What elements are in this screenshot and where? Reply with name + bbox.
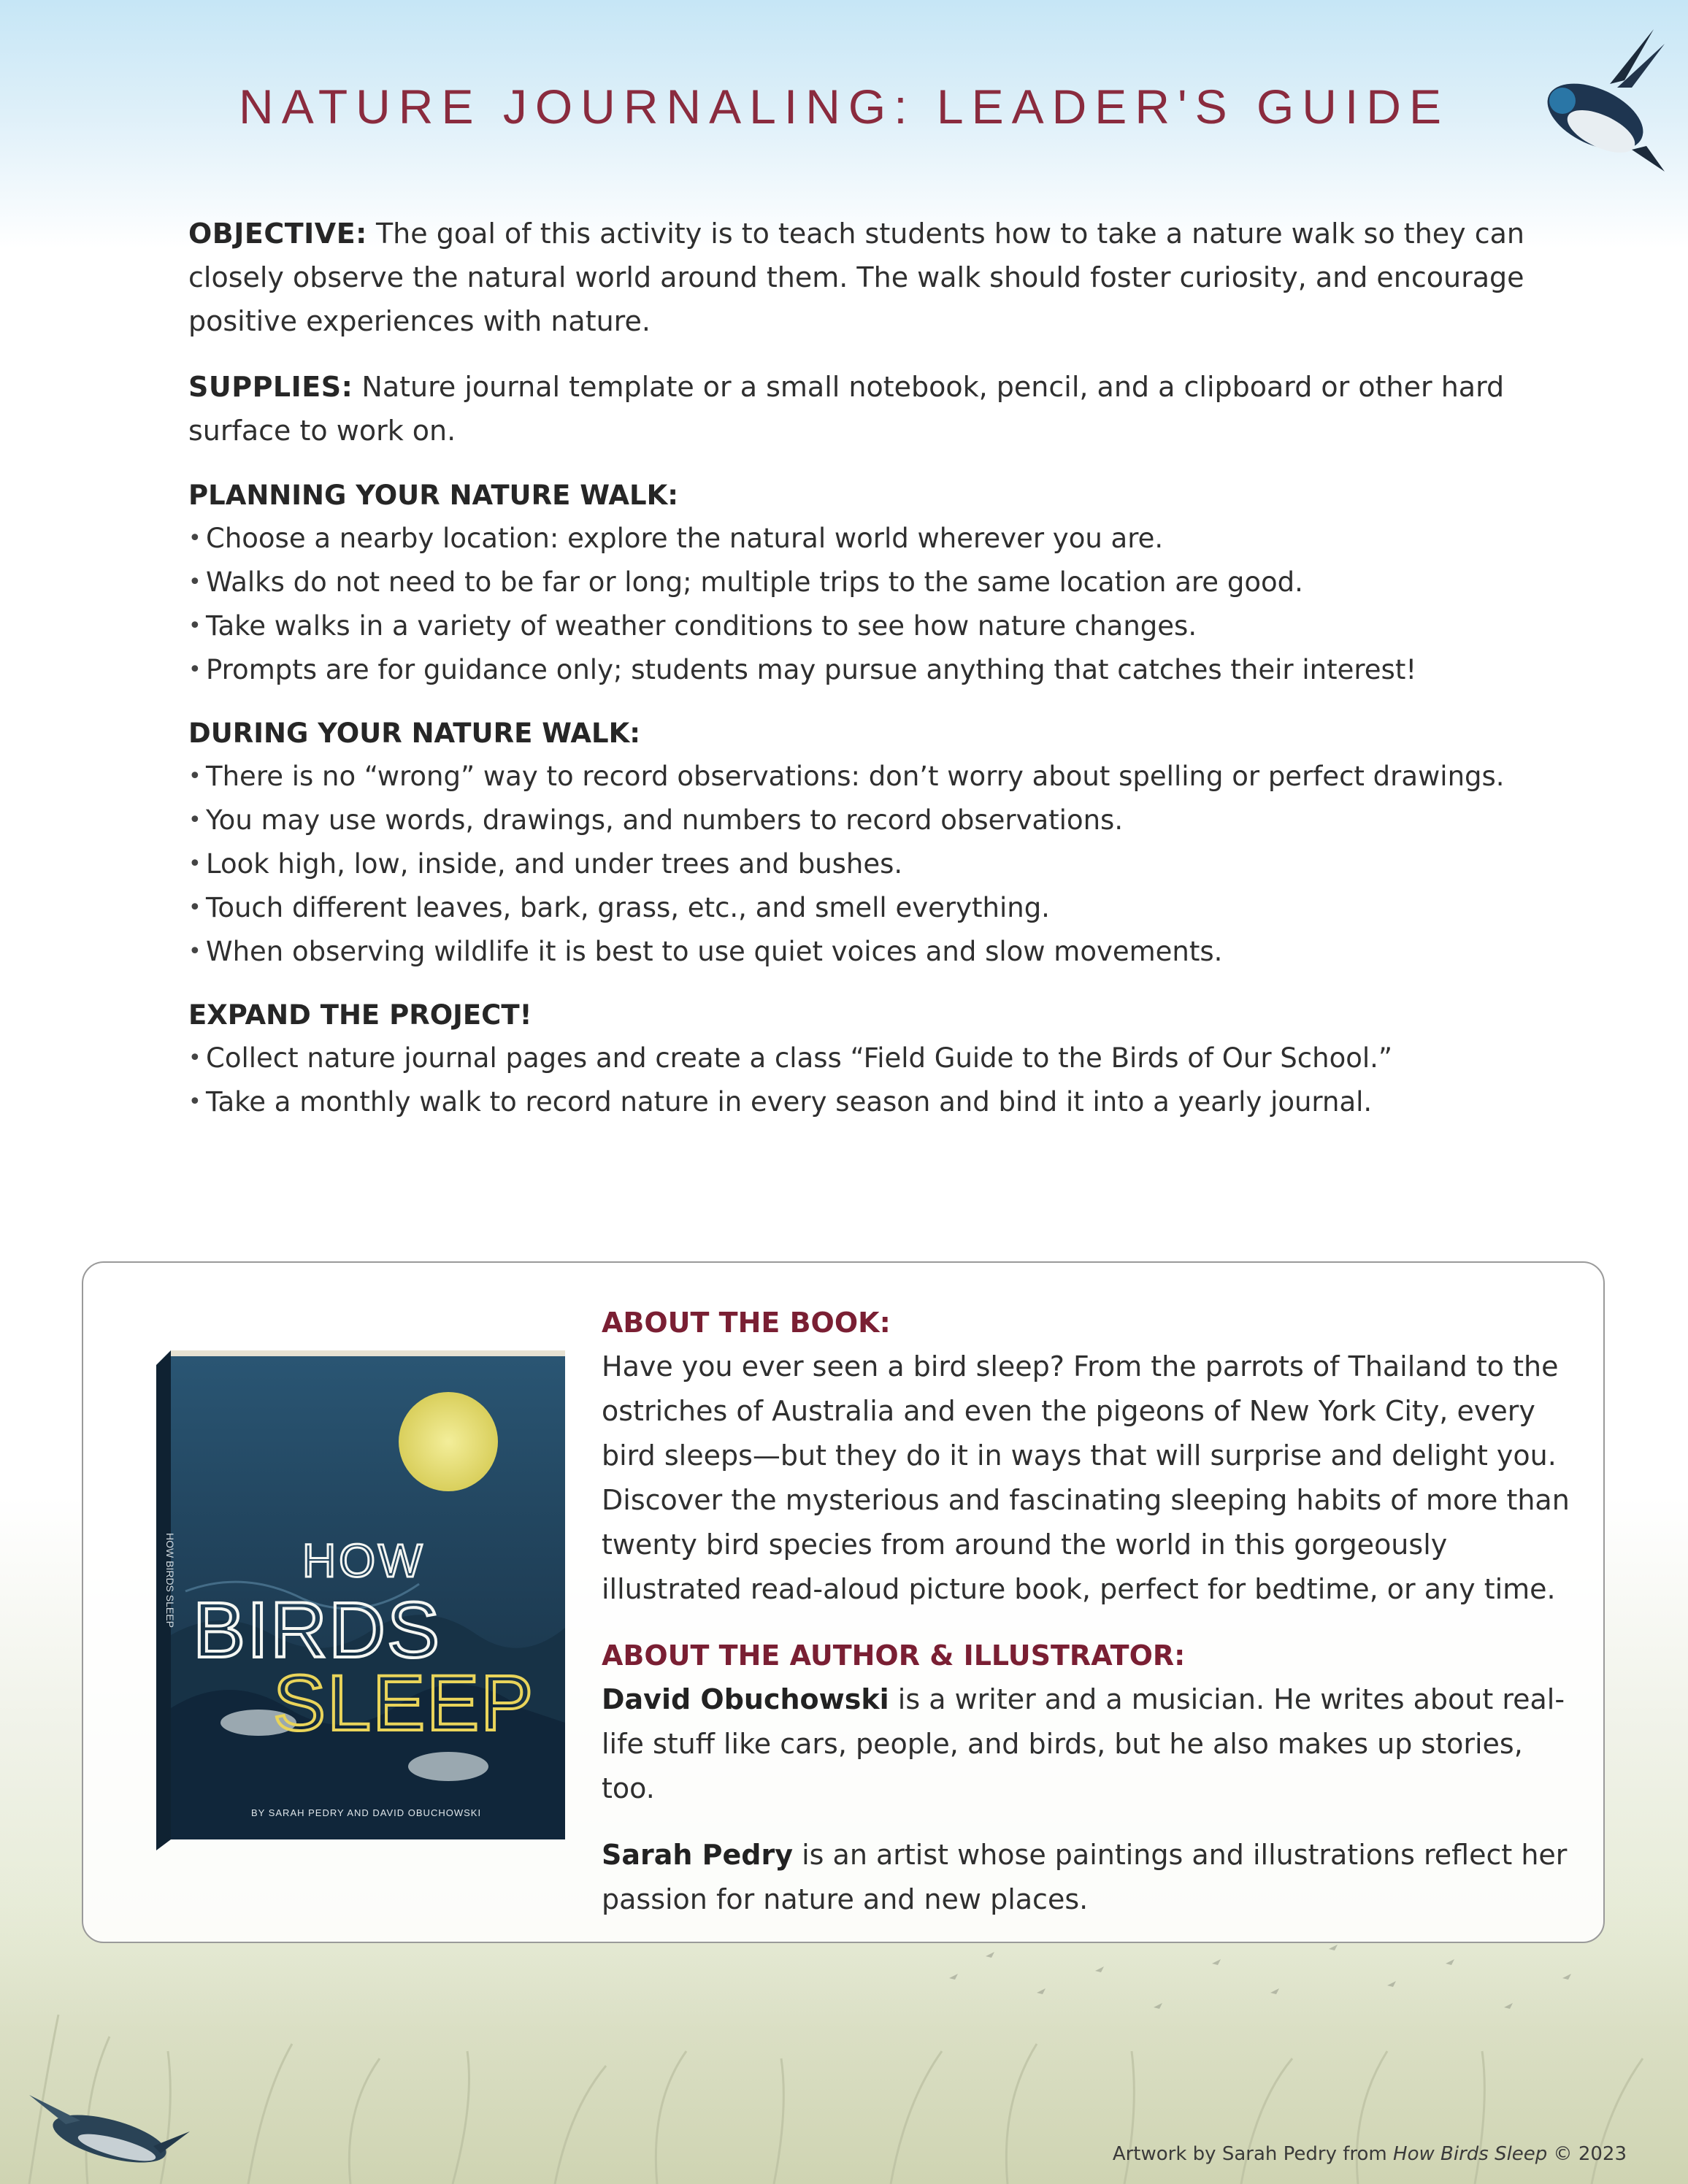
cover-spine: HOW BIRDS SLEEP [164,1533,176,1628]
list-item: • Choose a nearby location: explore the natural world wherever you are. [188,517,1546,561]
cover-title-sleep: SLEEP [273,1658,535,1747]
credit-suffix: © 2023 [1547,2143,1627,2165]
objective-paragraph [188,212,1546,343]
illustrator-name: Sarah Pedry [602,1839,794,1871]
expand-list [188,1037,1546,1124]
about-book-text: Have you ever seen a bird sleep? From the parrots of Thailand to the ostriches of Australia and even the pigeons of New York City, every bird sleeps—but they do it in ways that will surprise and delight you. Discover the mysterious and fascinating sleeping habits of more than twenty bird species from around the world in this gorgeously illustrated read-aloud picture book, perfect for bedtime, or any time. [602,1350,1570,1605]
cover-authors: BY SARAH PEDRY AND DAVID OBUCHOWSKI [251,1807,482,1818]
expand-heading: EXPAND THE PROJECT! [188,999,532,1031]
author-bio [602,1677,1573,1811]
planning-list [188,517,1546,692]
objective-text: The goal of this activity is to teach students how to take a nature walk so they can closely observe the natural world around them. The walk should foster curiosity, and encourage positive experiences with nature. [188,218,1525,337]
illustrator-bio [602,1833,1573,1922]
list-item: • Prompts are for guidance only; students may pursue anything that catches their interest! [188,648,1546,692]
planning-heading: PLANNING YOUR NATURE WALK: [188,480,679,511]
about-book-heading: ABOUT THE BOOK: [602,1307,891,1339]
expand-section [188,994,1546,1124]
artwork-credit [1113,2143,1627,2165]
list-item: • When observing wildlife it is best to use quiet voices and slow movements. [188,930,1546,974]
author-bio-text: is a writer and a musician. He writes about real-life stuff like cars, people, and birds, but he also makes up stories, too. [602,1683,1565,1804]
cover-title-how: HOW [302,1534,426,1587]
list-item: • Take walks in a variety of weather conditions to see how nature changes. [188,604,1546,648]
about-author-heading: ABOUT THE AUTHOR & ILLUSTRATOR: [602,1639,1186,1672]
supplies-label: SUPPLIES: [188,371,353,403]
author-name: David Obuchowski [602,1683,889,1715]
book-info-card [82,1261,1605,1943]
objective-label: OBJECTIVE: [188,218,367,250]
book-cover-image [142,1329,580,1854]
illustrator-bio-text: is an artist whose paintings and illustrations reflect her passion for nature and new places. [602,1839,1568,1915]
credit-book-title: How Birds Sleep [1393,2143,1548,2165]
during-list [188,755,1546,974]
page-title: NATURE JOURNALING: LEADER'S GUIDE [239,80,1449,134]
cover-title-birds: BIRDS [193,1585,442,1674]
planning-section [188,474,1546,692]
list-item: • Touch different leaves, bark, grass, etc., and smell everything. [188,886,1546,930]
during-section [188,712,1546,974]
list-item: • Take a monthly walk to record nature in every season and bind it into a yearly journal. [188,1080,1546,1124]
supplies-paragraph [188,365,1546,453]
list-item: • Look high, low, inside, and under trees and bushes. [188,842,1546,886]
book-info-text [602,1301,1573,1944]
supplies-text: Nature journal template or a small notebook, pencil, and a clipboard or other hard surface to work on. [188,371,1505,447]
flying-bird-icon [22,2080,190,2175]
list-item: • Collect nature journal pages and create a class “Field Guide to the Birds of Our School.” [188,1037,1546,1080]
list-item: • Walks do not need to be far or long; multiple trips to the same location are good. [188,561,1546,604]
credit-prefix: Artwork by Sarah Pedry from [1112,2143,1394,2165]
during-heading: DURING YOUR NATURE WALK: [188,718,641,749]
list-item: • You may use words, drawings, and numbers to record observations. [188,799,1546,842]
guide-content [188,212,1546,1145]
list-item: • There is no “wrong” way to record observations: don’t worry about spelling or perfect drawings. [188,755,1546,799]
